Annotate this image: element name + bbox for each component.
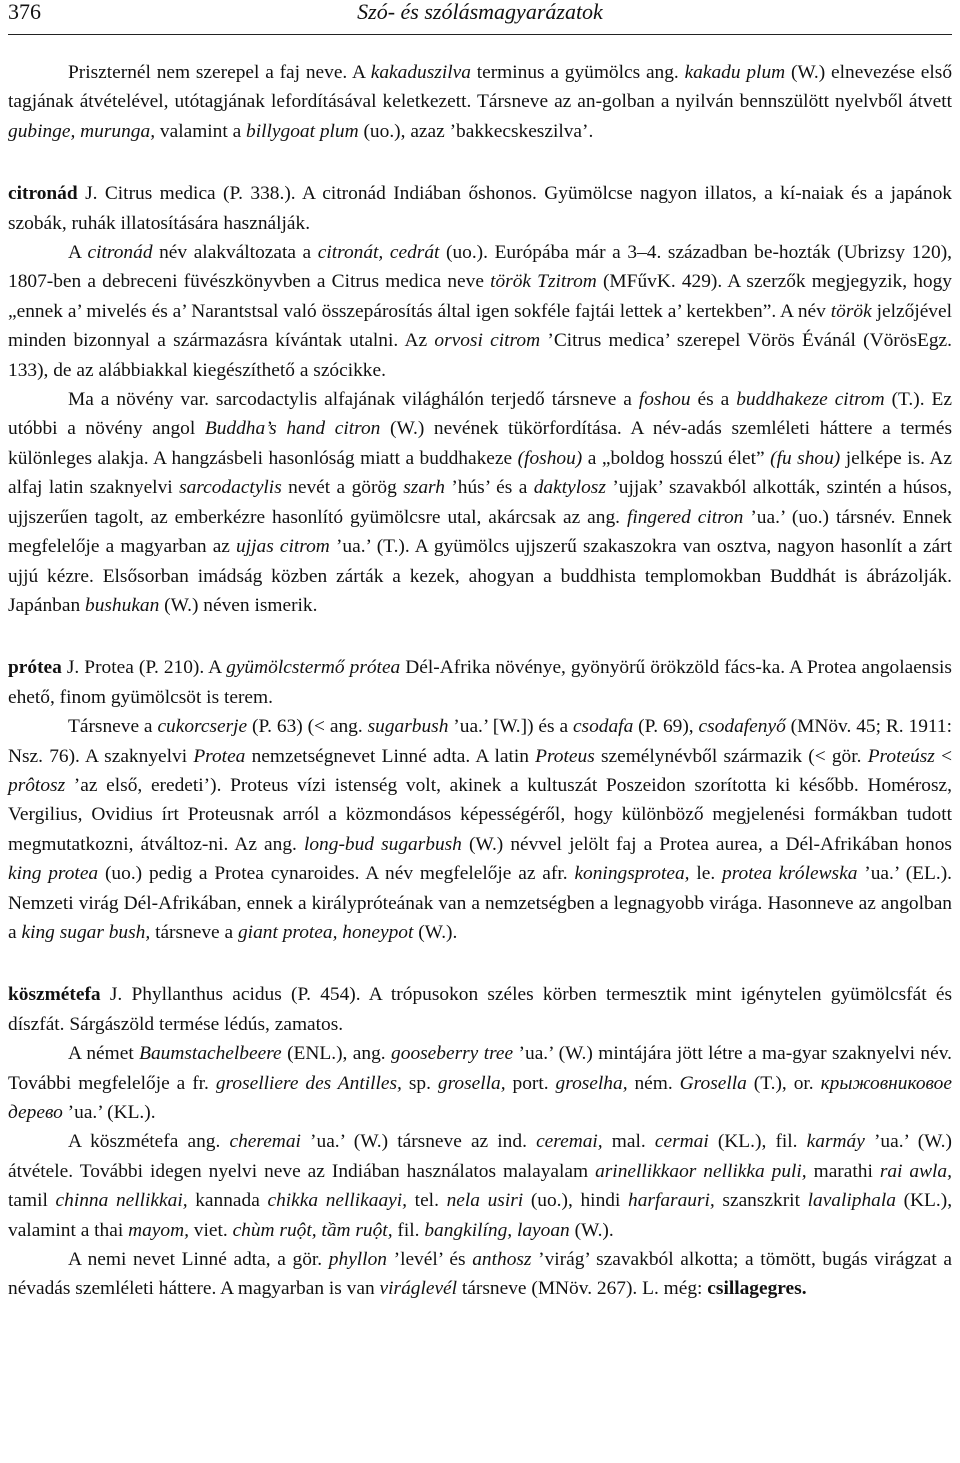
header-rule [8, 34, 952, 35]
article-body [8, 58, 952, 1304]
page-header [8, 0, 952, 24]
paragraph-7: A német Baumstachelbeere (ENL.), ang. gooseberry tree ’ua.’ (W.) mintájára jött létre a ma-gyar szaknyelvi név. További megfelelője a fr. groselliere des Antilles, sp. grosella, port. groselha, ném. Grosella (T.), or. крыжовниковое дерево ’ua.’ (KL.). [8, 1043, 952, 1123]
paragraph-9: A nemi nevet Linné adta, a gör. phyllon ’levél’ és anthosz ’virág’ szavakból alkotta; a tömött, bugás virágzat a névadás szemléleti háttere. A magyarban is van viráglevél társneve (MNöv. 267). L. még: csillagegres. [8, 1249, 952, 1300]
entry-paragraph-6: köszmétefa J. Phyllanthus acidus (P. 454). A trópusokon széles körben termesztik mint igénytelen gyümölcsfát és díszfát. Sárgászöld termése lédús, zamatos. [8, 984, 952, 1035]
running-title: Szó- és szólásmagyarázatok [357, 0, 603, 24]
paragraph-8: A köszmétefa ang. cheremai ’ua.’ (W.) társneve az ind. ceremai, mal. cermai (KL.), fil. karmáy ’ua.’ (W.) átvétele. További idegen nyelvi neve az Indiában használatos malayalam arinellikkaor nellikka puli, marathi rai awla, tamil chinna nellikkai, kannada chikka nellikaayi, tel. nela usiri (uo.), hindi harfarauri, szanszkrit lavaliphala (KL.), valamint a thai mayom, viet. chùm ruột, tầm ruột, fil. bangkilíng, layoan (W.). [8, 1131, 953, 1241]
page [8, 0, 953, 1300]
entry-paragraph-4: prótea J. Protea (P. 210). A gyümölcstermő prótea Dél-Afrika növénye, gyönyörű örökzöld fács-ka. A Protea angolaensis ehető, finom gyümölcsöt is terem. [8, 657, 952, 708]
paragraph-2: A citronád név alakváltozata a citronát, cedrát (uo.). Európába már a 3–4. században be-hozták (Ubrizsy 120), 1807-ben a debreceni füvészkönyvben a Citrus medica neve török Tzitrom (MFűvK. 429). A szerzők megjegyzik, hogy „ennek a’ mivelés és a’ Narantstsal való összepárosítás által igen sokféle fajtái lettek a’ kertekben”. A név török jelzőjével minden bizonnyal a származásra kívántak utalni. Az orvosi citrom ’Citrus medica’ szerepel Vörös Évánál (VörösEgz. 133), de az alábbiakkal kiegészíthető a szócikke. [8, 242, 953, 381]
paragraph-3: Ma a növény var. sarcodactylis alfajának világhálón terjedő társneve a foshou és a buddhakeze citrom (T.). Ez utóbbi a növény angol Buddha’s hand citron (W.) nevének tükörfordítása. A név-adás szemléleti háttere a termés különleges alakja. A hangzásbeli hasonlóság miatt a buddhakeze (foshou) a „boldog hosszú élet” (fu shou) jelképe is. Az alfaj latin szaknyelvi sarcodactylis nevét a görög szarh ’hús’ és a daktylosz ’ujjak’ szavakból alkották, szintén a húsos, ujjszerűen tagolt, az emberkézre hasonlító gyümölcsre utal, akárcsak az ang. fingered citron ’ua.’ (uo.) társnév. Ennek megfelelője a magyarban az ujjas citrom ’ua.’ (T.). A gyümölcs ujjszerű szakaszokra van osztva, nagyon hasonlít a zárt ujjú kézre. Elsősorban imádság közben zárták a kezek, ahogyan a buddhista templomokban Buddhát is ábrázolják. Japánban bushukan (W.) néven ismerik. [8, 389, 953, 616]
paragraph-5: Társneve a cukorcserje (P. 63) (< ang. sugarbush ’ua.’ [W.]) és a csodafa (P. 69), csodafenyő (MNöv. 45; R. 1911: Nsz. 76). A szaknyelvi Protea nemzetségnevet Linné adta. A latin Proteus személynévből származik (< gör. Proteúsz < prôtosz ’az első, eredeti’). Proteus vízi istenség volt, akinek a kultuszát Poszeidon szorította ki később. Homérosz, Vergilius, Ovidius írt Proteusnak arról a közmondásos képességéről, hogy különböző megjelenési formákban tudott megmutatkozni, átváltoz-ni. Az ang. long-bud sugarbush (W.) névvel jelölt faj a Protea aurea, a Dél-Afrikában honos king protea (uo.) pedig a Protea cynaroides. A név megfelelője az afr. koningsprotea, le. protea królewska ’ua.’ (EL.). Nemzeti virág Dél-Afrikában, ennek a királypróteának van a nemzetségben a legnagyobb virága. Hasonneve az angolban a king sugar bush, társneve a giant protea, honeypot (W.). [8, 716, 953, 943]
paragraph-0: Priszternél nem szerepel a faj neve. A kakaduszilva terminus a gyümölcs ang. kakadu plum (W.) elnevezése első tagjának átvételével, utótagjának lefordításával keletkezett. Társneve az an-golban a nyilván bennszülött nyelvből átvett gubinge, murunga, valamint a billygoat plum (uo.), azaz ’bakkecskeszilva’. [8, 62, 953, 142]
entry-paragraph-1: citronád J. Citrus medica (P. 338.). A citronád Indiában őshonos. Gyümölcse nagyon illatos, a kí-naiak és a japánok szobák, ruhák illatosítására használják. [8, 183, 952, 234]
page-number: 376 [8, 0, 41, 24]
